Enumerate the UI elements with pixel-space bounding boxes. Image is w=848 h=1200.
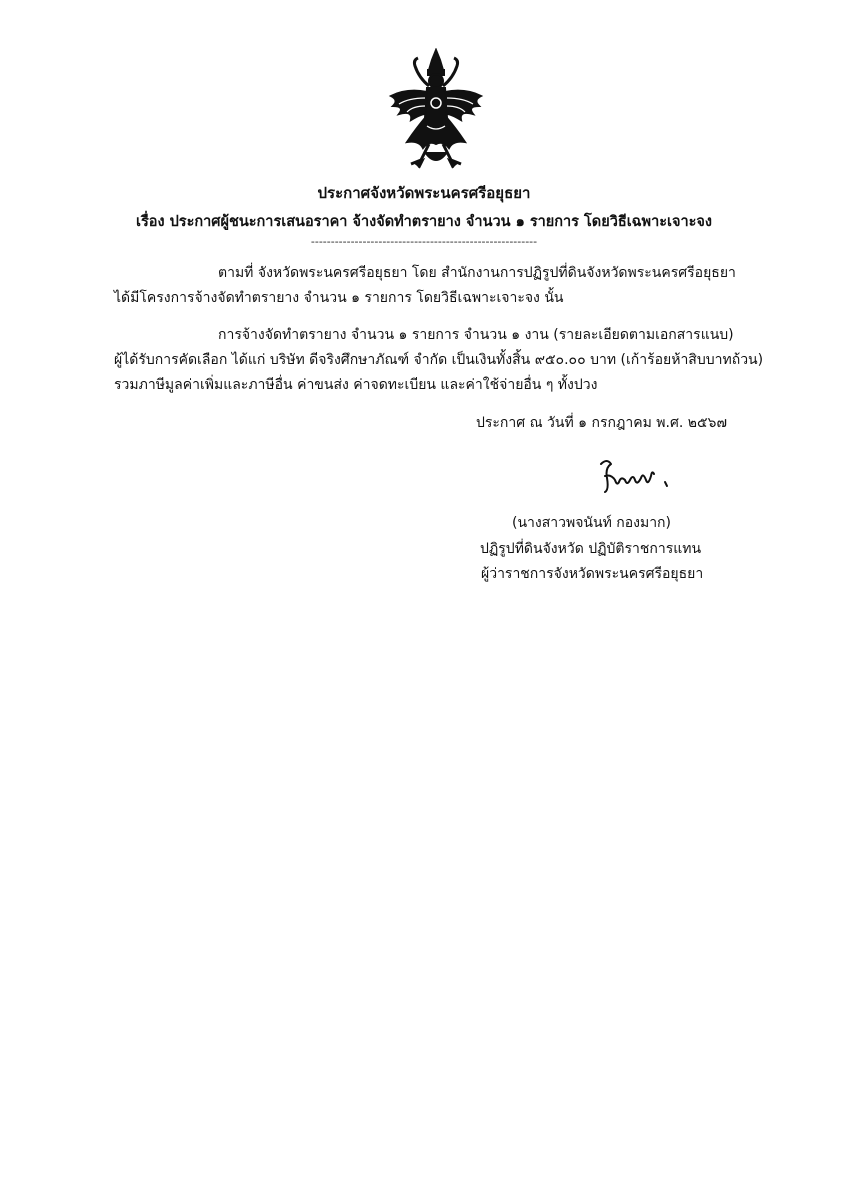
announcement-title: ประกาศจังหวัดพระนครศรีอยุธยา [317, 184, 531, 202]
signer-position-line-2: ผู้ว่าราชการจังหวัดพระนครศรีอยุธยา [481, 566, 704, 582]
paragraph-2-line-3: รวมภาษีมูลค่าเพิ่มและภาษีอื่น ค่าขนส่ง ค่าจดทะเบียน และค่าใช้จ่ายอื่น ๆ ทั้งปวง [114, 377, 598, 393]
paragraph-2-line-1: การจ้างจัดทำตรายาง จำนวน ๑ รายการ จำนวน ๑ งาน (รายละเอียดตามเอกสารแนบ) [218, 327, 734, 343]
announcement-subject: เรื่อง ประกาศผู้ชนะการเสนอราคา จ้างจัดทำตรายาง จำนวน ๑ รายการ โดยวิธีเฉพาะเจาะจง [136, 214, 712, 230]
paragraph-2-line-2: ผู้ได้รับการคัดเลือก ได้แก่ บริษัท ดีจริงศึกษาภัณฑ์ จำกัด เป็นเงินทั้งสิ้น ๙๕๐.๐๐ บาท (เก้าร้อยห้าสิบบาทถ้วน) [114, 352, 764, 368]
paragraph-1-line-1: ตามที่ จังหวัดพระนครศรีอยุธยา โดย สำนักงานการปฏิรูปที่ดินจังหวัดพระนครศรีอยุธยา [218, 265, 736, 281]
signer-name: (นางสาวพจนันท์ กองมาก) [512, 515, 671, 531]
paragraph-1-line-2: ได้มีโครงการจ้างจัดทำตรายาง จำนวน ๑ รายการ โดยวิธีเฉพาะเจาะจง นั้น [114, 290, 564, 306]
header-divider: --------------------------------------------------------- [310, 235, 538, 248]
signer-position-line-1: ปฏิรูปที่ดินจังหวัด ปฏิบัติราชการแทน [480, 541, 702, 557]
announcement-date: ประกาศ ณ วันที่ ๑ กรกฎาคม พ.ศ. ๒๕๖๗ [476, 415, 727, 431]
garuda-emblem-icon [385, 48, 487, 170]
handwritten-signature-icon [597, 456, 672, 496]
